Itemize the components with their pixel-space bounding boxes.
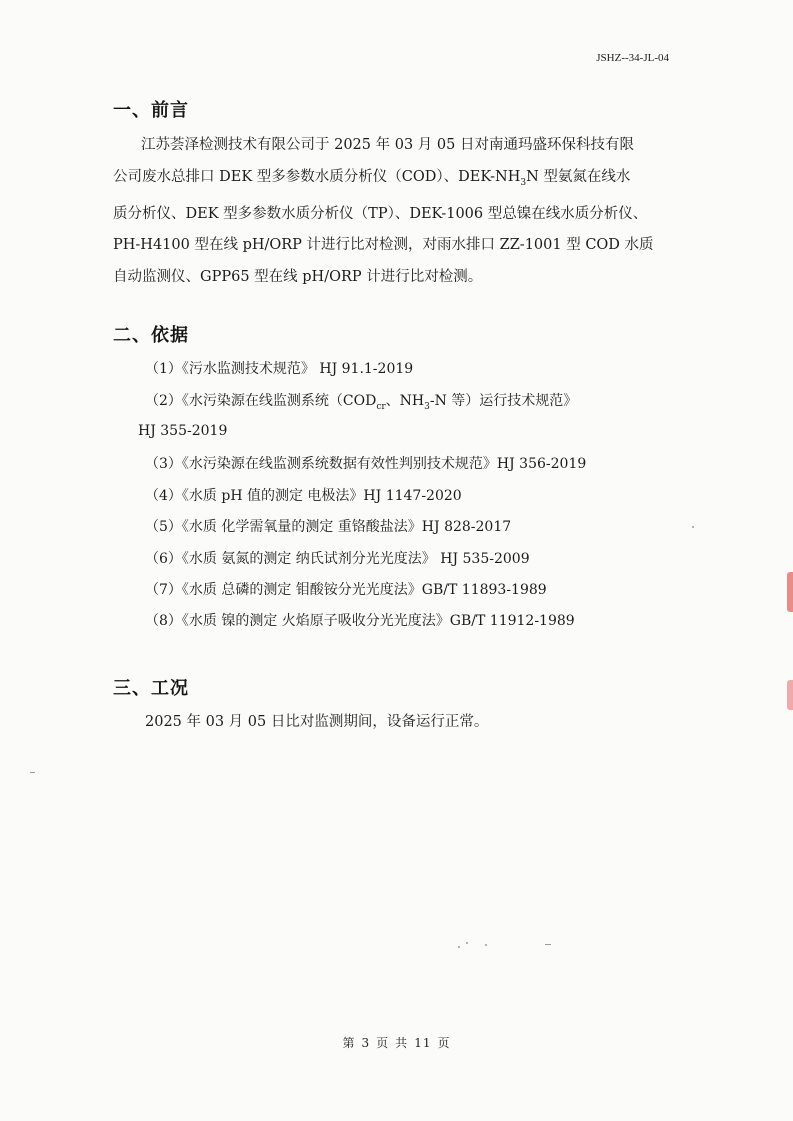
reference-item-2-sub-cr: cr: [376, 401, 386, 412]
reference-item-7: （7）《水质 总磷的测定 钼酸铵分光光度法》GB/T 11893-1989: [145, 582, 547, 598]
reference-item-2-head: （2）《水污染源在线监测系统（COD: [145, 393, 377, 409]
document-code: JSHZ--34-JL-04: [596, 52, 669, 64]
reference-item-8: （8）《水质 镍的测定 火焰原子吸收分光光度法》GB/T 11912-1989: [145, 613, 575, 629]
reference-item-2-continuation: HJ 355-2019: [138, 423, 228, 439]
scan-speck: [692, 526, 694, 528]
reference-item-1: （1）《污水监测技术规范》 HJ 91.1-2019: [145, 361, 414, 377]
conditions-text: 2025 年 03 月 05 日比对监测期间，设备运行正常。: [145, 714, 489, 730]
page-label-gong: 共: [395, 1036, 409, 1050]
reference-item-6: （6）《水质 氨氮的测定 纳氏试剂分光光度法》 HJ 535-2009: [145, 551, 530, 567]
reference-item-2: [145, 391, 577, 417]
preface-text-2: 公司废水总排口 DEK 型多参数水质分析仪（COD）、DEK-NH: [113, 168, 521, 185]
section-title-conditions: 三、工况: [113, 678, 189, 699]
page-label-ye: 页: [376, 1036, 390, 1050]
preface-paragraph: [113, 130, 683, 293]
scan-speck: [458, 946, 460, 948]
scan-speck: [545, 944, 551, 945]
preface-line-4: [113, 230, 683, 262]
section-title-preface: 一、前言: [113, 100, 189, 121]
preface-text-5: 自动监测仪、GPP65 型在线 pH/ORP 计进行比对检测。: [113, 268, 483, 285]
section-title-basis: 二、依据: [113, 325, 189, 346]
preface-text-3: 质分析仪、DEK 型多参数水质分析仪（TP）、DEK-1006 型总镍在线水质分析仪、: [113, 205, 648, 222]
page-number-footer: [0, 1034, 793, 1051]
page-label-di: 第: [342, 1036, 356, 1050]
preface-text-1: 江苏荟泽检测技术有限公司于 2025 年 03 月 05 日对南通玛盛环保科技有限: [141, 137, 634, 153]
scan-speck: [30, 772, 35, 773]
preface-line-2: [113, 162, 683, 199]
reference-item-2-mid: 、NH: [385, 393, 425, 409]
preface-subscript: 3: [520, 177, 527, 188]
page-total-number: 11: [414, 1036, 432, 1050]
seal-edge-mark: [787, 572, 793, 612]
scan-speck: [466, 942, 468, 944]
preface-text-4: PH-H4100 型在线 pH/ORP 计进行比对检测，对雨水排口 ZZ-1001 型 COD 水质: [113, 237, 654, 254]
reference-item-2-sub-3: 3: [424, 401, 430, 412]
preface-line-1: [113, 130, 683, 162]
reference-item-5: （5）《水质 化学需氧量的测定 重铬酸盐法》HJ 828-2017: [145, 519, 512, 535]
reference-item-2-tail: -N 等）运行技术规范》: [429, 393, 578, 409]
scan-speck: [485, 944, 487, 946]
seal-edge-mark: [787, 680, 793, 710]
reference-item-4: （4）《水质 pH 值的测定 电极法》HJ 1147-2020: [145, 488, 462, 504]
preface-line-5: [113, 262, 683, 294]
reference-item-3: （3）《水污染源在线监测系统数据有效性判别技术规范》HJ 356-2019: [145, 456, 587, 472]
page-current-number: 3: [361, 1036, 371, 1050]
page-label-ye-2: 页: [437, 1036, 451, 1050]
preface-text-2-tail: N 型氨氮在线水: [526, 168, 631, 185]
preface-line-3: [113, 199, 683, 231]
